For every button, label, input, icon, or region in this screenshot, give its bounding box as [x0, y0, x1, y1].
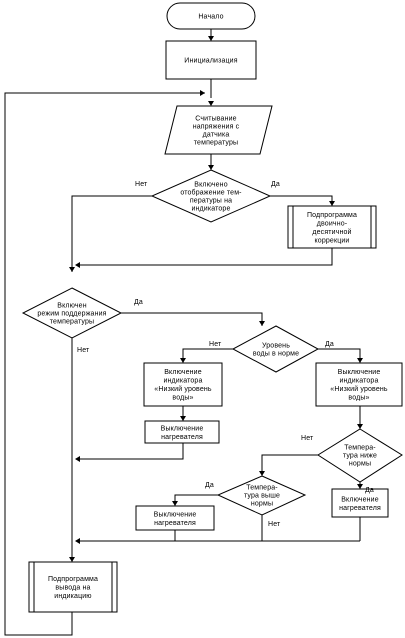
dec-temp-mode-line: температуры [49, 318, 95, 326]
dec-indicator-line: Включено [194, 181, 228, 189]
dec-temp-below-line: Темпера- [344, 444, 376, 452]
ind-low-water-left-line: воды» [172, 394, 194, 402]
label-yes-temp-below: Да [365, 487, 374, 494]
heater-on-right-text [339, 496, 381, 512]
ind-low-water-right-line: Выключение [337, 368, 381, 376]
sub-output-line: Подпрограмма [47, 576, 99, 583]
sub-output-text [48, 576, 98, 600]
sub-bcd-line: двоично- [316, 220, 348, 228]
init-text [184, 58, 237, 65]
dec-indicator-line: отображение тем- [180, 189, 242, 197]
sub-bcd-line: коррекции [314, 237, 350, 245]
dec-temp-above-line: тура выше [243, 492, 281, 500]
init-line: Инициализация [184, 57, 238, 65]
heater-off-left-line: нагревателя [161, 433, 203, 441]
dec-temp-below-line: нормы [348, 460, 372, 468]
ind-low-water-left-line: «Низкий уровень [154, 385, 212, 393]
read-sensor-line: Считывание [195, 115, 237, 123]
read-sensor-line: датчика [202, 131, 230, 139]
dec-temp-mode-line: режим поддержания [37, 310, 107, 318]
dec-temp-mode-line: Включен [57, 302, 87, 310]
heater-on-right-line: нагревателя [339, 504, 381, 512]
dec-water-line: воды в норме [252, 350, 300, 358]
label-no-water: Нет [209, 341, 222, 348]
sub-output-line: индикацию [54, 593, 92, 600]
label-yes-indicator: Да [271, 181, 280, 188]
dec-indicator-line: пературы на [189, 197, 233, 205]
ind-low-water-left-line: Включение [164, 368, 202, 376]
label-yes-water: Да [325, 341, 334, 348]
read-sensor-line: температуры [193, 139, 239, 147]
ind-low-water-left-line: индикатора [163, 377, 203, 385]
label-no-temp-below: Нет [301, 435, 314, 442]
ind-low-water-right-line: воды» [348, 394, 370, 402]
ind-low-water-right-line: индикатора [339, 377, 379, 385]
heater-off-left-text [161, 425, 204, 441]
label-yes-temp-above: Да [205, 482, 214, 489]
read-sensor-line: напряжения с [192, 123, 240, 131]
start-text [198, 14, 223, 21]
label-no-indicator: Нет [135, 181, 148, 188]
sub-output-line: вывода на [55, 584, 91, 592]
heater-off-mid-text [154, 511, 197, 527]
dec-temp-below-line: тура ниже [342, 452, 378, 460]
heater-off-mid-line: нагревателя [154, 519, 196, 527]
dec-water-line: Уровень [261, 342, 291, 350]
sub-bcd-line: Подпрограмма [306, 211, 358, 219]
start-line: Начало [198, 13, 224, 21]
label-no-temp-mode: Нет [77, 347, 90, 354]
heater-off-left-line: Выключение [160, 425, 204, 433]
label-yes-temp-mode: Да [134, 299, 143, 306]
dec-indicator-line: индикаторе [191, 205, 231, 213]
ind-low-water-right-line: «Низкий уровень [330, 385, 388, 393]
dec-temp-above-line: Темпера- [246, 484, 278, 492]
heater-on-right-line: Включение [341, 496, 379, 504]
sub-bcd-line: десятичной [312, 228, 352, 236]
dec-temp-above-line: нормы [250, 500, 274, 508]
heater-off-mid-line: Выключение [153, 511, 197, 519]
label-no-temp-above: Нет [268, 521, 281, 528]
